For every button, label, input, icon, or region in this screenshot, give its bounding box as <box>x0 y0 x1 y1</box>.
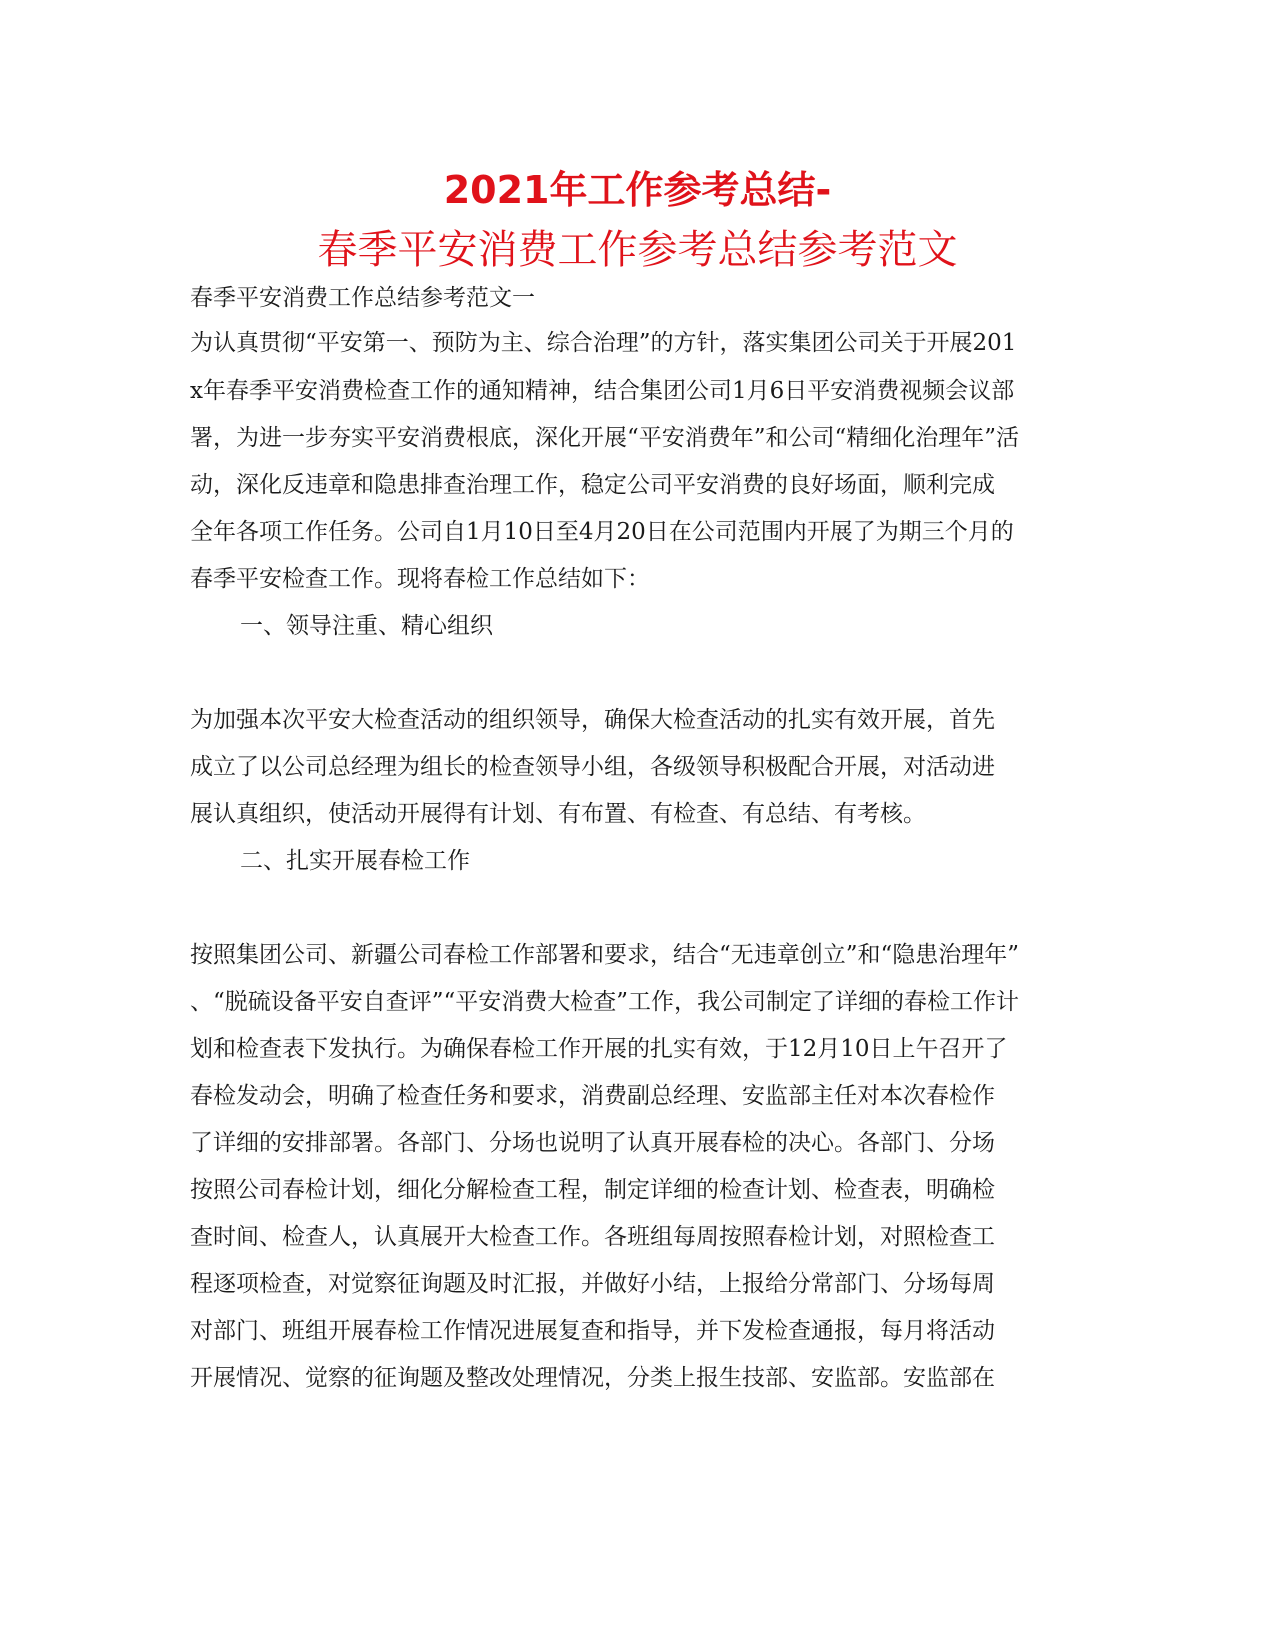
paragraph-line: 按照公司春检计划，细化分解检查工程，制定详细的检查计划、检查表，明确检 <box>190 1177 995 1203</box>
paragraph-line: 春季平安检查工作。现将春检工作总结如下： <box>190 566 650 592</box>
paragraph-line: 了详细的安排部署。各部门、分场也说明了认真开展春检的决心。各部门、分场 <box>190 1130 995 1156</box>
paragraph-line: x年春季平安消费检查工作的通知精神，结合集团公司1月6日平安消费视频会议部 <box>190 378 1015 404</box>
paragraph-line: 署，为进一步夯实平安消费根底，深化开展“平安消费年”和公司“精细化治理年”活 <box>190 425 1020 451</box>
paragraph-line: 对部门、班组开展春检工作情况进展复查和指导，并下发检查通报，每月将活动 <box>190 1318 995 1344</box>
paragraph-line: 开展情况、觉察的征询题及整改处理情况，分类上报生技部、安监部。安监部在 <box>190 1365 995 1391</box>
paragraph-line: 成立了以公司总经理为组长的检查领导小组，各级领导积极配合开展，对活动进 <box>190 754 995 780</box>
paragraph-line: 全年各项工作任务。公司自1月10日至4月20日在公司范围内开展了为期三个月的 <box>190 519 1014 545</box>
paragraph-line: 查时间、检查人，认真展开大检查工作。各班组每周按照春检计划，对照检查工 <box>190 1224 995 1250</box>
paragraph-line: 、“脱硫设备平安自查评”“平安消费大检查”工作，我公司制定了详细的春检工作计 <box>190 989 1020 1015</box>
paragraph-line: 划和检查表下发执行。为确保春检工作开展的扎实有效，于12月10日上午召开了 <box>190 1036 1008 1062</box>
document-title-line-2: 春季平安消费工作参考总结参考范文 <box>317 227 958 273</box>
paragraph-line: 动，深化反违章和隐患排查治理工作，稳定公司平安消费的良好场面，顺利完成 <box>190 472 995 498</box>
paragraph-line: 程逐项检查，对觉察征询题及时汇报，并做好小结，上报给分常部门、分场每周 <box>190 1271 995 1297</box>
paragraph-line: 展认真组织，使活动开展得有计划、有布置、有检查、有总结、有考核。 <box>190 801 926 827</box>
paragraph-line: 春检发动会，明确了检查任务和要求，消费副总经理、安监部主任对本次春检作 <box>190 1083 995 1109</box>
paragraph-line: 春季平安消费工作总结参考范文一 <box>190 285 535 311</box>
paragraph-line: 为加强本次平安大检查活动的组织领导，确保大检查活动的扎实有效开展，首先 <box>190 707 995 733</box>
paragraph-line: 为认真贯彻“平安第一、预防为主、综合治理”的方针，落实集团公司关于开展201 <box>190 330 1017 356</box>
section-heading: 一、领导注重、精心组织 <box>240 613 493 639</box>
section-heading: 二、扎实开展春检工作 <box>240 848 470 874</box>
paragraph-line: 按照集团公司、新疆公司春检工作部署和要求，结合“无违章创立”和“隐患治理年” <box>190 942 1020 968</box>
document-title-line-1: 2021年工作参考总结- <box>443 168 832 212</box>
